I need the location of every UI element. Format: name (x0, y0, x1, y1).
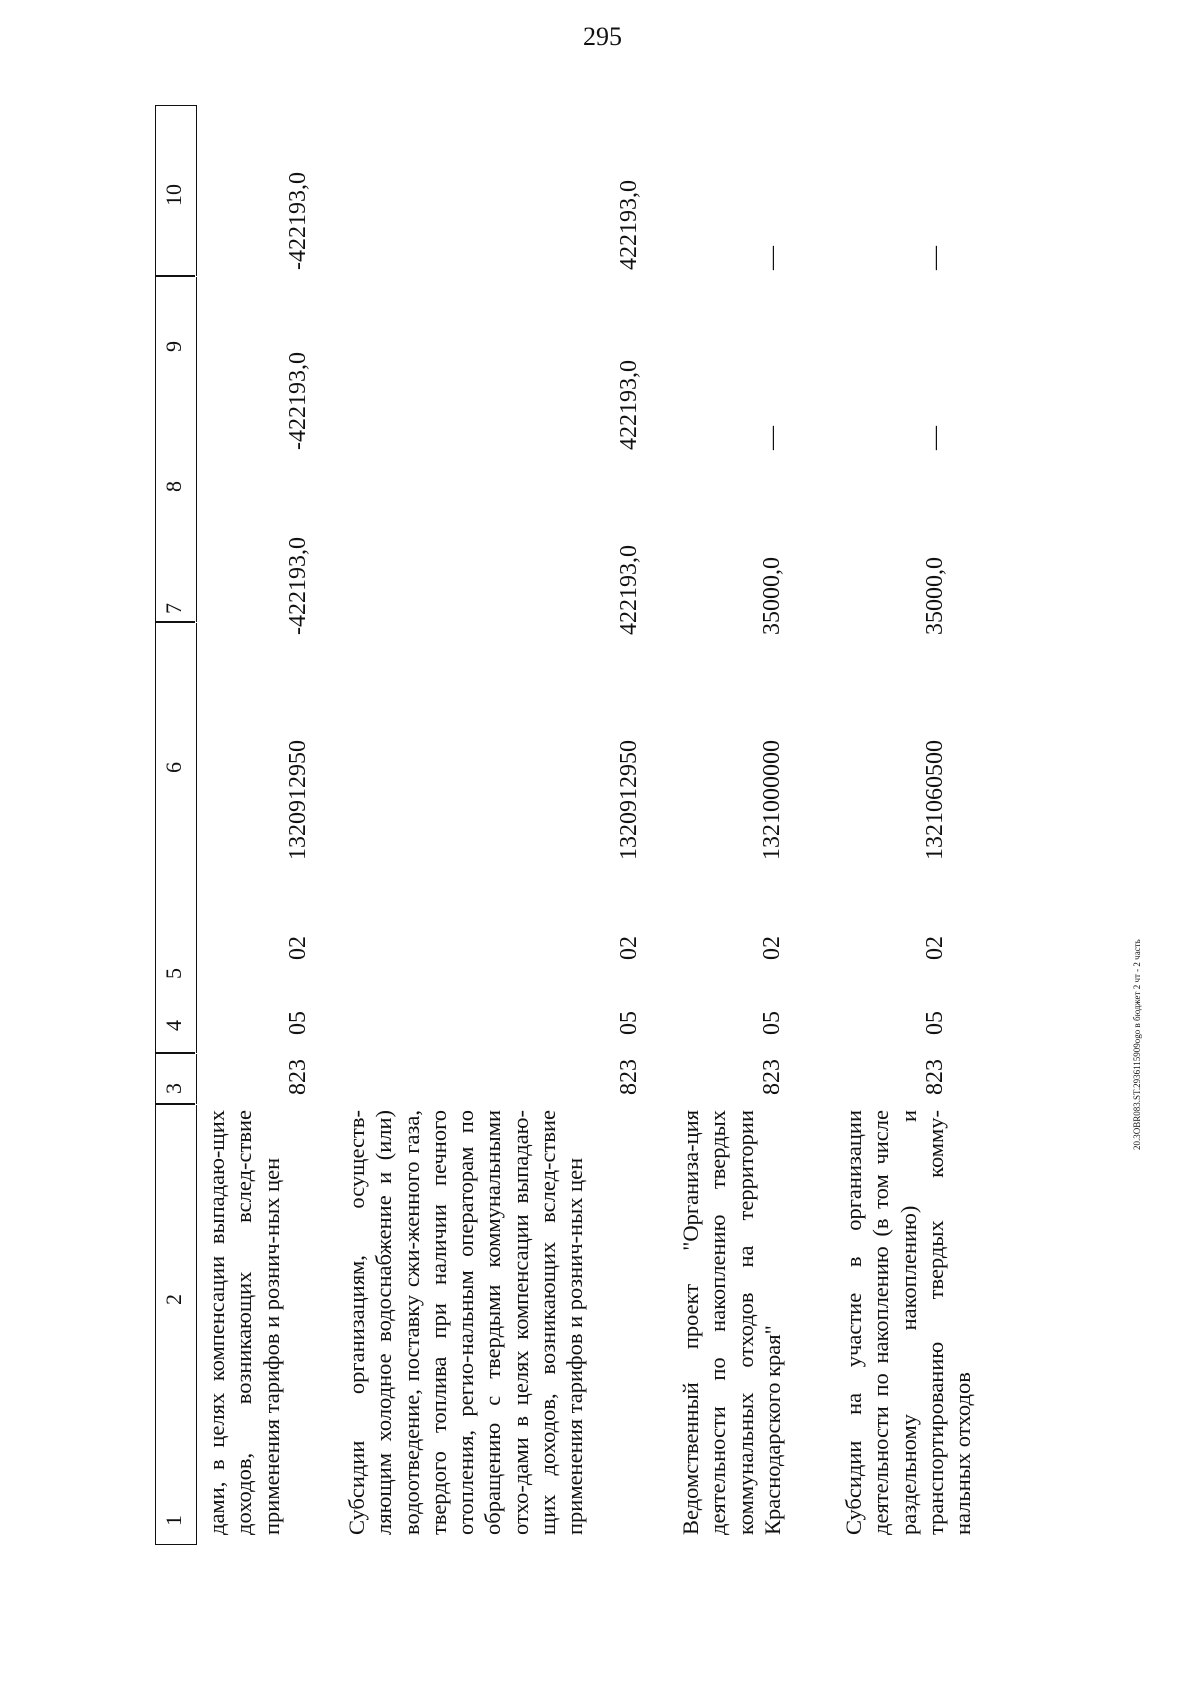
cell-section: 05 (759, 1011, 785, 1035)
table-header (155, 95, 197, 1545)
header-cell-9: 9 (155, 277, 197, 412)
cell-amount-2: 422193,0 (616, 360, 642, 450)
cell-target-article: 1321000000 (759, 740, 785, 860)
header-cell-10: 10 (155, 105, 197, 276)
cell-code: 823 (616, 1059, 642, 1095)
cell-code: 823 (285, 1059, 311, 1095)
table-row (203, 95, 313, 1545)
cell-amount-2: -422193,0 (285, 352, 311, 450)
cell-amount: 422193,0 (616, 545, 642, 635)
cell-amount-3: — (922, 246, 948, 270)
table-row (677, 95, 797, 1545)
row-description: Ведомственный проект "Организа-ция деятельности по накоплению твердых коммунальных отходов на территории Краснодарского края" (678, 1110, 785, 1535)
table-row (343, 95, 643, 1545)
cell-amount-3: 422193,0 (616, 180, 642, 270)
cell-amount: 35000,0 (759, 557, 785, 635)
cell-subsection: 02 (616, 936, 642, 960)
cell-subsection: 02 (922, 936, 948, 960)
header-cell-2: 2 (155, 1105, 197, 1495)
row-description: дами, в целях компенсации выпадаю-щих доходов, возникающих вслед-ствие применения тарифов и рознич-ных цен (204, 1110, 284, 1535)
cell-section: 05 (285, 1011, 311, 1035)
cell-amount-2: — (922, 426, 948, 450)
header-cell-6: 6 (155, 623, 197, 943)
cell-amount-2: — (759, 426, 785, 450)
row-description: Субсидии организациям, осуществ-ляющим холодное водоснабжение и (или) водоотведение, поставку сжи-женного газа, твердого топлива при наличии печного отопления, регио-нальным операторам по обращению с твердыми коммунальными отхо-дами в целях компенсации выпадаю-щих доходов, возникающих вслед-ствие применения тарифов и рознич-ных цен (344, 1110, 588, 1535)
cell-code: 823 (759, 1059, 785, 1095)
header-cell-7: 7 (155, 562, 197, 622)
header-cell-8: 8 (155, 412, 197, 562)
cell-target-article: 1320912950 (616, 740, 642, 860)
cell-code: 823 (922, 1059, 948, 1095)
document-footer-code: 20.3OBR083.ST.2936115909ogo в бюджет 2 чт - 2 часть (1132, 939, 1142, 1150)
cell-target-article: 1320912950 (285, 740, 311, 860)
cell-subsection: 02 (285, 936, 311, 960)
header-cell-1: 1 (155, 1494, 197, 1545)
page-number: 295 (583, 22, 622, 51)
cell-section: 05 (616, 1011, 642, 1035)
row-description: Субсидии на участие в организации деятельности по накоплению (в том числе раздельному накоплению) и транспортированию твердых комму-нальных отходов (841, 1110, 976, 1535)
header-cell-5: 5 (155, 943, 197, 993)
header-cell-4: 4 (155, 993, 197, 1053)
cell-amount: 35000,0 (922, 557, 948, 635)
cell-amount-3: — (759, 246, 785, 270)
cell-target-article: 1321060500 (922, 740, 948, 860)
cell-amount-3: -422193,0 (285, 172, 311, 270)
table-row (840, 95, 976, 1545)
header-cell-3: 3 (155, 1054, 197, 1104)
cell-section: 05 (922, 1011, 948, 1035)
budget-table (155, 95, 1085, 1545)
cell-amount: -422193,0 (285, 537, 311, 635)
cell-subsection: 02 (759, 936, 785, 960)
